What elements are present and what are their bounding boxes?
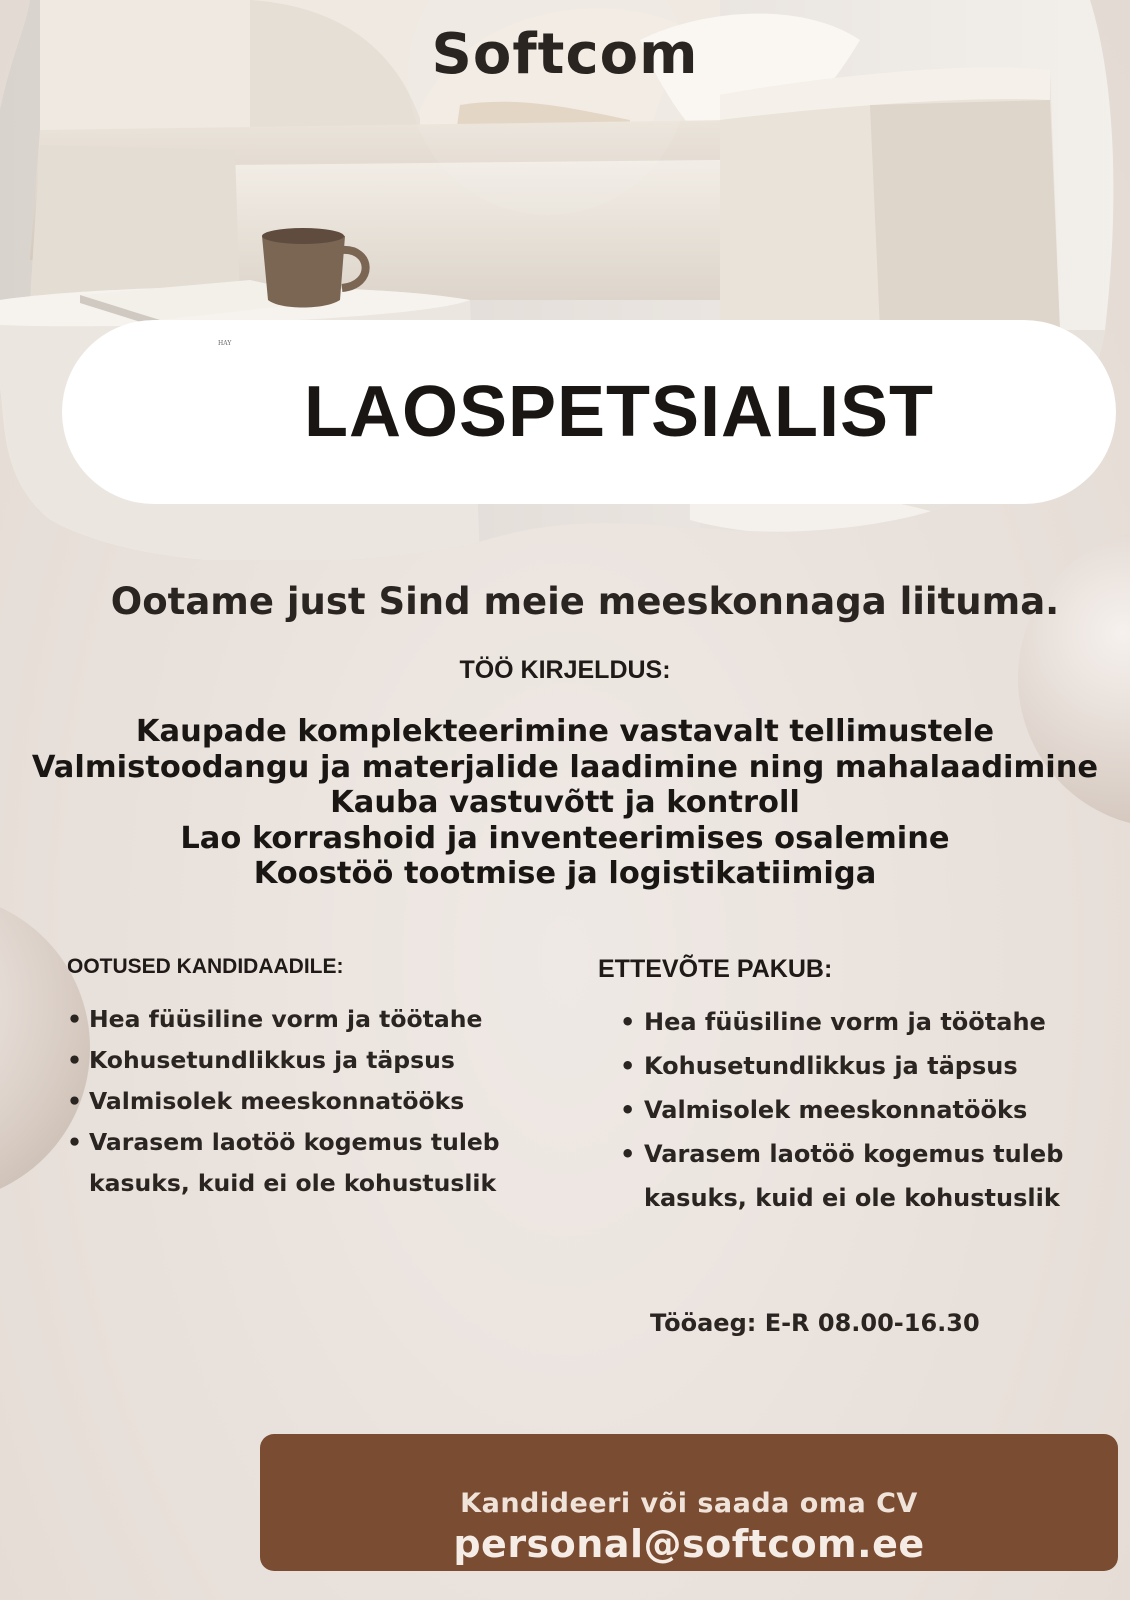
offers-section — [598, 955, 1098, 1220]
duty-item: Lao korrashoid ja inventeerimises osalemine — [180, 820, 950, 856]
duty-item: Koostöö tootmise ja logistikatiimiga — [253, 856, 877, 891]
offer-item: • Kohusetundlikkus ja täpsus — [620, 1044, 1098, 1088]
slogan: Ootame just Sind meie meeskonnaga liituma. — [110, 580, 1060, 623]
offer-item: • Valmisolek meeskonnatööks — [620, 1088, 1098, 1132]
expectations-list — [67, 999, 547, 1204]
offers-list — [598, 1000, 1098, 1220]
job-title: LAOSPETSIALIST — [303, 372, 935, 452]
brand-logo-text: Softcom — [431, 22, 699, 87]
expectations-section — [67, 955, 547, 1204]
duty-item: Valmistoodangu ja materjalide laadimine ning mahalaadimine — [31, 749, 1099, 785]
offer-item: • Varasem laotöö kogemus tuleb kasuks, kuid ei ole kohustuslik — [620, 1132, 1098, 1220]
description-heading: TÖÖ KIRJELDUS: — [459, 656, 671, 684]
expectation-item: • Hea füüsiline vorm ja töötahe — [67, 999, 547, 1040]
offer-item: • Hea füüsiline vorm ja töötahe — [620, 1000, 1098, 1044]
duties-list — [0, 714, 1130, 892]
work-hours: Tööaeg: E-R 08.00-16.30 — [650, 1309, 980, 1337]
contact-email[interactable]: personal@softcom.ee — [453, 1522, 925, 1566]
apply-text: Kandideeri või saada oma CV — [460, 1488, 918, 1519]
expectations-heading: OOTUSED KANDIDAADILE: — [67, 955, 344, 978]
expectation-item: • Valmisolek meeskonnatööks — [67, 1081, 547, 1122]
offers-heading: ETTEVÕTE PAKUB: — [598, 955, 833, 983]
duty-item: Kaupade komplekteerimine vastavalt tellimustele — [135, 714, 995, 749]
expectation-item: • Varasem laotöö kogemus tuleb kasuks, kuid ei ole kohustuslik — [67, 1122, 547, 1204]
apply-banner — [260, 1434, 1118, 1571]
hero-photo-mark: HAY — [218, 340, 232, 347]
expectation-item: • Kohusetundlikkus ja täpsus — [67, 1040, 547, 1081]
duty-item: Kauba vastuvõtt ja kontroll — [330, 785, 800, 820]
job-title-banner — [62, 320, 1116, 504]
